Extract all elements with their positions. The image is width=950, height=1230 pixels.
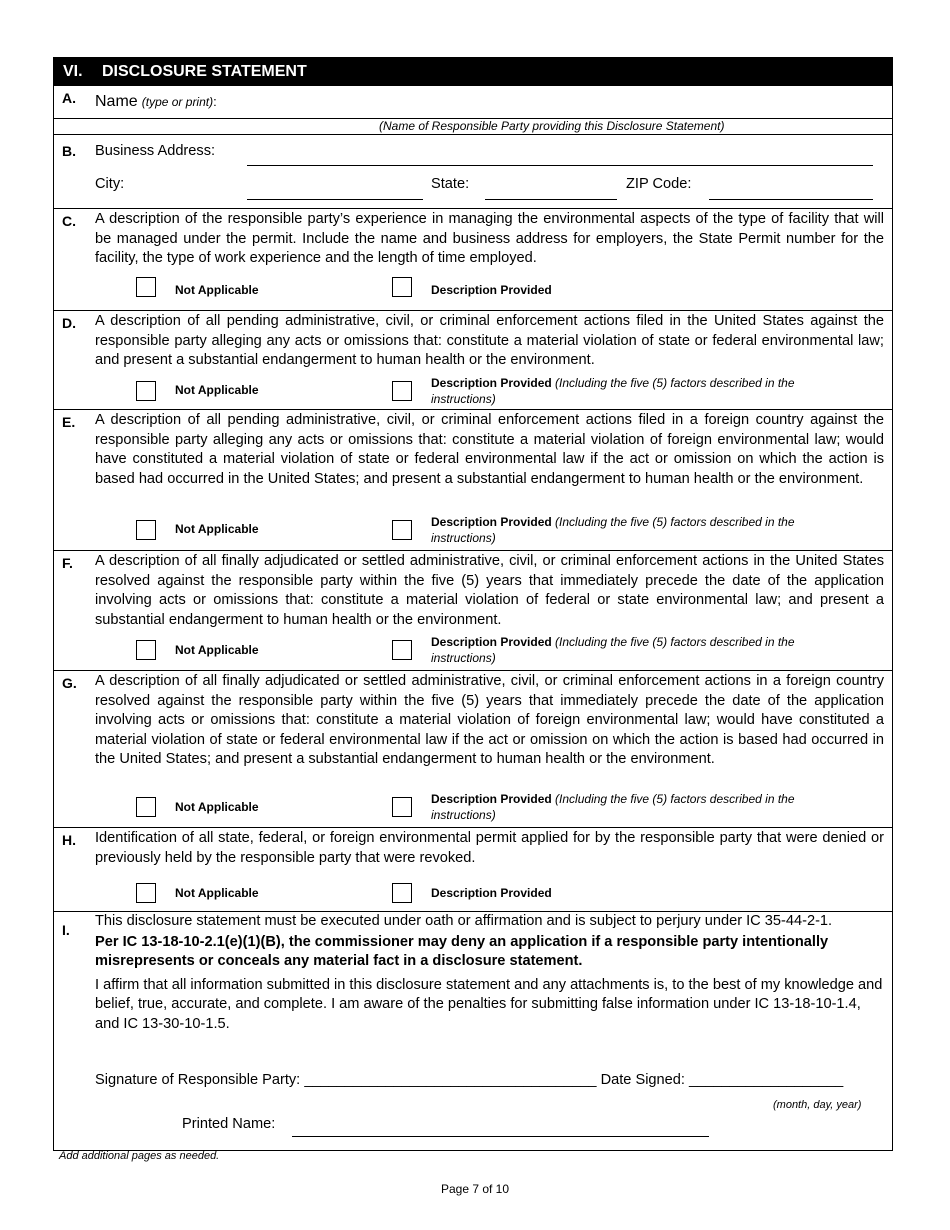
description-provided-label: Description Provided (Including the five (5) factors described in the instructions) xyxy=(431,792,795,822)
date-input[interactable]: ___________________ xyxy=(689,1072,844,1088)
disclosure-form xyxy=(53,57,893,1151)
printed-name-label: Printed Name: xyxy=(182,1116,276,1132)
section-a-caption-row xyxy=(54,118,892,134)
not-applicable-label: Not Applicable xyxy=(175,800,259,814)
section-f-text: A description of all finally adjudicated or settled administrative, civil, or criminal enforcement actions in the United States resolved against the responsible party within the five (5) years that immediately precede the date of the application involving acts or omissions that: constitute a material violation of federal or state environmental law; and present a substantial endangerment to human health or the environment. xyxy=(95,553,884,628)
name-caption: (Name of Responsible Party providing this Disclosure Statement) xyxy=(379,119,725,133)
page-number: Page 7 of 10 xyxy=(440,1182,510,1196)
section-title: DISCLOSURE STATEMENT xyxy=(102,62,307,80)
section-c xyxy=(54,208,892,310)
section-f xyxy=(54,550,892,670)
name-hint: (type or print) xyxy=(141,95,214,109)
description-provided-checkbox[interactable] xyxy=(392,277,412,297)
not-applicable-label: Not Applicable xyxy=(175,283,259,297)
signature-input[interactable]: ____________________________________ xyxy=(304,1072,597,1088)
section-letter: B. xyxy=(62,143,76,159)
zip-input[interactable] xyxy=(709,199,873,200)
section-number: VI. xyxy=(63,62,83,80)
name-input[interactable] xyxy=(254,88,874,116)
section-header xyxy=(54,58,892,85)
oath-text: This disclosure statement must be executed under oath or affirmation and is subject to perjury under IC 35-44-2-1. xyxy=(95,913,833,929)
section-d xyxy=(54,310,892,409)
section-letter: C. xyxy=(62,213,76,229)
description-provided-label: Description Provided (Including the five (5) factors described in the instructions) xyxy=(431,515,795,545)
section-d-text: A description of all pending administrative, civil, or criminal enforcement actions filed in the United States against the responsible party alleging any acts or omissions that: constitute a material violation of state or federal environmental law; and present a substantial endangerment to human health or the environment. xyxy=(95,313,884,369)
not-applicable-label: Not Applicable xyxy=(175,522,259,536)
description-provided-checkbox[interactable] xyxy=(392,381,412,401)
description-provided-label: Description Provided xyxy=(431,886,552,900)
signature-row xyxy=(95,1072,843,1088)
city-input[interactable] xyxy=(247,199,423,200)
description-provided-checkbox[interactable] xyxy=(392,520,412,540)
section-h xyxy=(54,827,892,911)
name-colon: : xyxy=(213,94,217,109)
description-provided-checkbox[interactable] xyxy=(392,797,412,817)
printed-name-input[interactable] xyxy=(292,1136,709,1137)
section-b xyxy=(54,134,892,208)
date-hint: (month, day, year) xyxy=(773,1099,862,1111)
not-applicable-checkbox[interactable] xyxy=(136,883,156,903)
section-e xyxy=(54,409,892,550)
section-e-text: A description of all pending administrative, civil, or criminal enforcement actions filed in a foreign country against the responsible party alleging any acts or omissions that: constitute a material violation of foreign environmental law; would have constituted a material violation of state or federal environmental law if the act or omission on which the action is based had occurred in the United States; and present a substantial endangerment to human health or the environment. xyxy=(95,412,884,487)
not-applicable-checkbox[interactable] xyxy=(136,797,156,817)
zip-label: ZIP Code: xyxy=(626,176,692,192)
section-c-text: A description of the responsible party’s experience in managing the environmental aspects of the type of facility that will be managed under the permit. Include the name and business address for employers, the State Permit number for the facility, the type of work experience and the length of time employed. xyxy=(95,211,884,267)
section-g-text: A description of all finally adjudicated or settled administrative, civil, or criminal enforcement actions in a foreign country resolved against the responsible party within the five (5) years that immediately precede the date of the application involving acts or omissions that: constitute a material violation of foreign environmental law; would have constituted a material violation of state or federal environmental law if the act or omission on which the action is based had occurred in the United States; and present a substantial endangerment to human health or the environment. xyxy=(95,673,884,768)
not-applicable-checkbox[interactable] xyxy=(136,277,156,297)
business-address-input[interactable] xyxy=(247,165,873,166)
description-provided-checkbox[interactable] xyxy=(392,640,412,660)
section-letter: A. xyxy=(62,90,76,106)
section-h-text: Identification of all state, federal, or foreign environmental permit applied for by the responsible party that were denied or previously held by the responsible party that were revoked. xyxy=(95,830,884,866)
name-label: Name xyxy=(95,93,138,110)
section-letter: G. xyxy=(62,675,77,691)
business-address-label: Business Address: xyxy=(95,143,216,159)
not-applicable-label: Not Applicable xyxy=(175,383,259,397)
section-a xyxy=(54,85,892,118)
section-letter: D. xyxy=(62,315,76,331)
state-label: State: xyxy=(431,176,470,192)
affirm-text: I affirm that all information submitted in this disclosure statement and any attachments is, to the best of my knowledge and belief, true, accurate, and complete. I am aware of the penalties for submitting false information under IC 13-18-10-1.4, and IC 13-30-10-1.5. xyxy=(95,976,883,1032)
description-provided-label: Description Provided (Including the five (5) factors described in the instructions) xyxy=(431,635,795,665)
date-label: Date Signed: xyxy=(600,1072,685,1088)
description-provided-label: Description Provided (Including the five (5) factors described in the instructions) xyxy=(431,376,795,406)
signature-label: Signature of Responsible Party: xyxy=(95,1072,301,1088)
state-input[interactable] xyxy=(485,199,617,200)
not-applicable-checkbox[interactable] xyxy=(136,520,156,540)
description-provided-checkbox[interactable] xyxy=(392,883,412,903)
section-letter: H. xyxy=(62,832,76,848)
description-provided-label: Description Provided xyxy=(431,283,552,297)
not-applicable-checkbox[interactable] xyxy=(136,640,156,660)
footer-note: Add additional pages as needed. xyxy=(59,1150,220,1162)
section-g xyxy=(54,670,892,827)
not-applicable-checkbox[interactable] xyxy=(136,381,156,401)
section-letter: I. xyxy=(62,922,70,938)
section-letter: E. xyxy=(62,414,76,430)
not-applicable-label: Not Applicable xyxy=(175,643,259,657)
warning-text: Per IC 13-18-10-2.1(e)(1)(B), the commissioner may deny an application if a responsible party intentionally misrepresents or conceals any material fact in a disclosure statement. xyxy=(95,933,829,970)
city-label: City: xyxy=(95,176,125,192)
not-applicable-label: Not Applicable xyxy=(175,886,259,900)
section-i xyxy=(54,911,892,1150)
section-letter: F. xyxy=(62,555,73,571)
